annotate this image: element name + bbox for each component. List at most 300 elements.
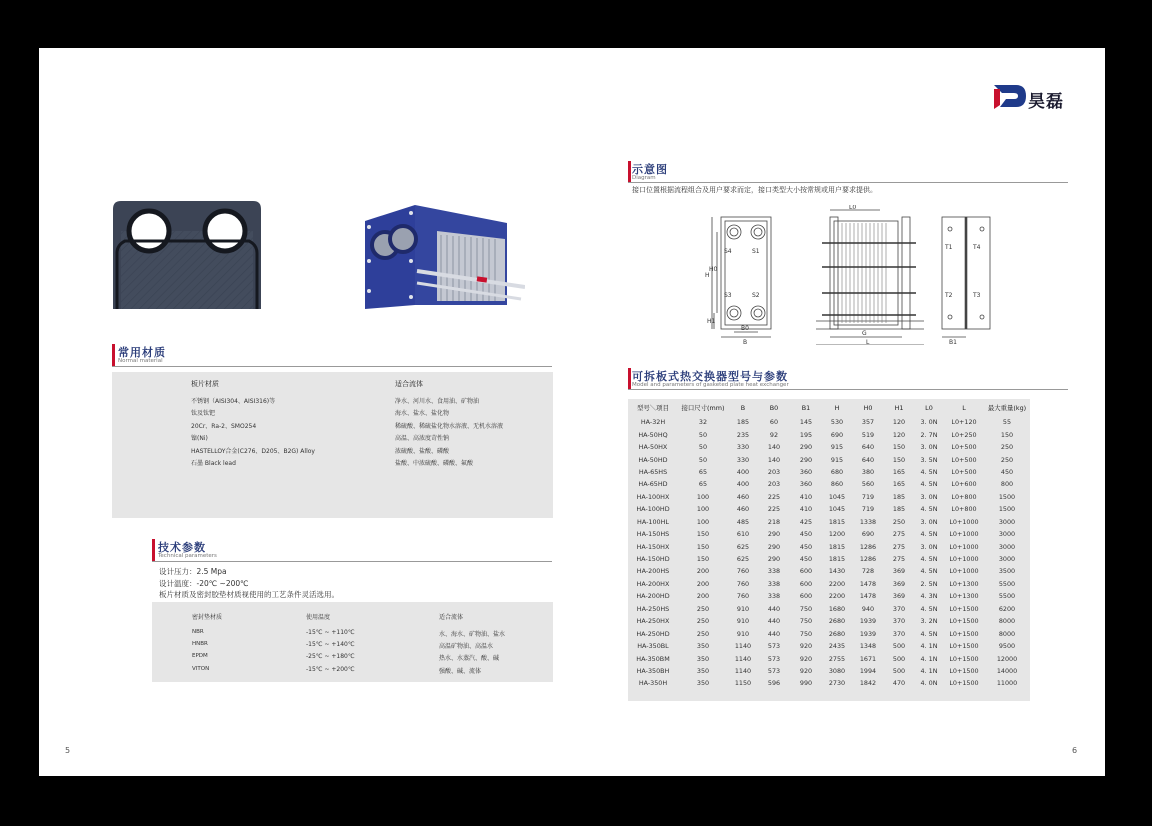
model-cell: 200: [696, 567, 710, 576]
model-cell: 250: [1000, 443, 1014, 452]
gasket-header: 使用温度: [306, 614, 331, 621]
model-cell: 596: [767, 679, 781, 688]
diag-label: S1: [752, 248, 760, 255]
material-fluid-cell: 高温、高浓度苛性钠: [395, 435, 450, 443]
tech-lines: [159, 566, 339, 601]
model-cell: 3000: [998, 517, 1016, 526]
model-cell: 1478: [859, 579, 877, 588]
model-cell: 3. 0N: [920, 418, 938, 427]
model-cell: 1286: [859, 542, 877, 551]
model-cell: 1815: [828, 517, 846, 526]
diag-label: H1: [707, 318, 716, 325]
model-header-cell: H: [834, 403, 840, 412]
table-row: [628, 565, 1030, 577]
model-cell: 728: [861, 567, 875, 576]
model-cell: 990: [799, 679, 813, 688]
model-cell: 290: [767, 530, 781, 539]
model-cell: 460: [736, 492, 750, 501]
model-header-cell: B: [740, 403, 746, 412]
model-cell: 940: [861, 604, 875, 613]
model-cell: HA-150HX: [636, 542, 670, 551]
model-cell: L0+1000: [949, 542, 979, 551]
diag-label: H0: [709, 266, 718, 273]
model-cell: 290: [767, 542, 781, 551]
logo-mark-icon: [992, 81, 1028, 111]
model-cell: 485: [736, 517, 750, 526]
model-cell: HA-150HS: [636, 530, 670, 539]
model-cell: 369: [892, 592, 906, 601]
model-cell: 275: [892, 542, 906, 551]
table-row: [628, 416, 1030, 428]
gasket-cell: 热水、水蒸汽、酸、碱: [439, 655, 500, 663]
diag-label: L0: [849, 205, 857, 211]
models-table-box: [628, 399, 1030, 701]
tech-line: 板片材质及密封胶垫材质视使用的工艺条件灵活选用。: [159, 590, 339, 599]
model-cell: 8000: [998, 629, 1016, 638]
model-cell: 4. 3N: [920, 592, 938, 601]
model-cell: HA-250HX: [636, 617, 670, 626]
model-cell: 290: [799, 443, 813, 452]
model-cell: 860: [830, 480, 844, 489]
table-row: [628, 441, 1030, 453]
model-cell: L0+1300: [949, 579, 979, 588]
model-cell: 3. 0N: [920, 542, 938, 551]
model-cell: L0+250: [951, 430, 977, 439]
model-cell: 450: [799, 555, 813, 564]
model-header-cell: B1: [801, 403, 811, 412]
model-cell: 573: [767, 666, 781, 675]
model-header-cell: 接口尺寸(mm): [681, 404, 725, 412]
model-header-cell: H0: [863, 403, 873, 412]
model-cell: L0+1500: [949, 604, 979, 613]
material-plate-cell: 钛及钛钯: [191, 410, 216, 418]
model-cell: 250: [1000, 455, 1014, 464]
model-cell: 920: [799, 642, 813, 651]
model-cell: 1348: [859, 642, 877, 651]
model-cell: L0+1500: [949, 642, 979, 651]
material-fluid-cell: 净水、河川水、食用油、矿物油: [395, 398, 480, 405]
table-row: [628, 466, 1030, 478]
model-cell: 250: [696, 629, 710, 638]
model-cell: L0+1500: [949, 679, 979, 688]
model-cell: HA-200HS: [636, 567, 670, 576]
technical-drawing: [704, 205, 1004, 345]
material-fluid-cell: 浓硫酸、盐酸、磷酸: [395, 447, 450, 455]
diagram-accent-bar: [628, 161, 631, 182]
diag-label: B1: [949, 339, 957, 345]
model-cell: 370: [892, 629, 906, 638]
diag-label: T2: [945, 292, 953, 299]
model-cell: 165: [892, 480, 906, 489]
model-cell: 338: [767, 592, 781, 601]
model-cell: 360: [799, 467, 813, 476]
model-cell: 165: [892, 467, 906, 476]
model-cell: 440: [767, 604, 781, 613]
model-cell: 450: [799, 542, 813, 551]
material-plate-cell: 20Cr、Ra-2、SMO254: [191, 422, 257, 430]
model-cell: 12000: [996, 654, 1018, 663]
model-cell: 910: [736, 629, 750, 638]
model-cell: 4. 1N: [920, 642, 938, 651]
model-cell: 610: [736, 530, 750, 539]
model-cell: 915: [830, 443, 844, 452]
gasket-cell: -25℃ ~ +180℃: [306, 653, 355, 661]
model-cell: 760: [736, 579, 750, 588]
diagram-title: 示意图: [632, 163, 668, 176]
model-cell: 65: [698, 467, 708, 476]
model-cell: 380: [861, 467, 875, 476]
table-row: [628, 665, 1030, 677]
model-cell: 150: [1000, 430, 1014, 439]
model-cell: HA-100HD: [636, 505, 670, 514]
model-cell: 920: [799, 654, 813, 663]
model-cell: 3500: [998, 567, 1016, 576]
model-cell: 440: [767, 629, 781, 638]
model-cell: 1680: [828, 604, 846, 613]
materials-subtitle: Normal material: [118, 358, 163, 364]
model-cell: 573: [767, 642, 781, 651]
model-cell: 4. 1N: [920, 654, 938, 663]
model-cell: 640: [861, 455, 875, 464]
model-cell: 4. 0N: [920, 679, 938, 688]
model-cell: 4. 5N: [920, 480, 938, 489]
models-table: [628, 399, 1030, 690]
model-header-cell: H1: [894, 403, 904, 412]
model-cell: 425: [799, 517, 813, 526]
tech-line: 设计压力：2.5 Mpa: [159, 567, 227, 576]
gasket-table: [152, 602, 553, 682]
model-cell: 150: [696, 555, 710, 564]
model-cell: 600: [799, 579, 813, 588]
model-cell: HA-350BH: [636, 666, 670, 675]
model-cell: 1338: [859, 517, 877, 526]
model-cell: HA-50HQ: [638, 430, 668, 439]
diag-label: B: [743, 339, 748, 345]
model-cell: 65: [698, 480, 708, 489]
model-cell: 1815: [828, 542, 846, 551]
model-cell: 3. 2N: [920, 617, 938, 626]
model-cell: L0+1500: [949, 666, 979, 675]
model-cell: 910: [736, 617, 750, 626]
model-cell: 150: [696, 542, 710, 551]
model-cell: 920: [799, 666, 813, 675]
model-cell: HA-250HS: [636, 604, 670, 613]
models-subtitle: Model and parameters of gasketed plate heat exchanger: [632, 382, 789, 388]
model-cell: 470: [892, 679, 906, 688]
model-cell: L0+800: [951, 505, 977, 514]
model-cell: 4. 5N: [920, 530, 938, 539]
material-fluid-cell: 稀硫酸、稀硫盐化物水溶液、无机水溶液: [395, 422, 504, 430]
model-cell: L0+1000: [949, 567, 979, 576]
models-divider: [628, 389, 1068, 390]
model-cell: 225: [767, 492, 781, 501]
material-fluid-cell: 海水、盐水、盐化物: [395, 410, 450, 418]
model-cell: 92: [769, 430, 779, 439]
diag-label: T4: [973, 244, 981, 251]
model-cell: 625: [736, 542, 750, 551]
model-cell: 1842: [859, 679, 877, 688]
table-row: [628, 453, 1030, 465]
model-cell: 3000: [998, 555, 1016, 564]
page-number-right: 6: [1072, 746, 1078, 755]
table-row: [628, 652, 1030, 664]
diag-label: T3: [973, 292, 981, 299]
table-row: [628, 540, 1030, 552]
model-cell: L0+1500: [949, 617, 979, 626]
gasket-cell: -15℃ ~ +200℃: [306, 665, 355, 673]
model-cell: 200: [696, 592, 710, 601]
model-cell: 50: [698, 455, 708, 464]
model-cell: 330: [736, 455, 750, 464]
gasket-cell: EPDM: [192, 653, 208, 660]
model-cell: 4. 5N: [920, 604, 938, 613]
model-cell: 150: [892, 455, 906, 464]
model-cell: 145: [799, 418, 813, 427]
material-fluid-cell: 盐酸、中浓硫酸、磷酸、氟酸: [395, 460, 474, 467]
materials-col2-header: 适合流体: [395, 380, 423, 388]
model-cell: 360: [799, 480, 813, 489]
model-cell: HA-50HX: [638, 443, 668, 452]
model-cell: 370: [892, 604, 906, 613]
model-cell: 530: [830, 418, 844, 427]
model-cell: HA-100HX: [636, 492, 670, 501]
model-cell: 369: [892, 579, 906, 588]
model-cell: L0+1000: [949, 555, 979, 564]
model-cell: 290: [767, 555, 781, 564]
table-row: [628, 603, 1030, 615]
model-cell: 1430: [828, 567, 846, 576]
model-cell: 330: [736, 443, 750, 452]
model-cell: 1045: [828, 492, 846, 501]
table-row: [628, 578, 1030, 590]
model-cell: 4. 5N: [920, 629, 938, 638]
model-cell: 100: [696, 517, 710, 526]
model-cell: 55: [1002, 418, 1012, 427]
model-cell: 600: [799, 567, 813, 576]
tech-title: 技术参数: [158, 541, 206, 554]
model-header-cell: L: [962, 403, 966, 412]
model-cell: L0+500: [951, 455, 977, 464]
model-cell: L0+1000: [949, 530, 979, 539]
model-cell: 573: [767, 654, 781, 663]
model-cell: 50: [698, 443, 708, 452]
brochure-spread: [39, 48, 1105, 776]
model-cell: 250: [892, 517, 906, 526]
model-cell: HA-100HL: [637, 517, 669, 526]
model-header-cell: L0: [925, 403, 933, 412]
model-cell: L0+1500: [949, 654, 979, 663]
model-cell: HA-150HD: [636, 555, 670, 564]
model-cell: 1140: [734, 642, 752, 651]
model-cell: 1939: [859, 629, 877, 638]
model-cell: 460: [736, 505, 750, 514]
diag-label: T1: [945, 244, 953, 251]
model-cell: 120: [892, 430, 906, 439]
model-cell: HA-250HD: [636, 629, 670, 638]
model-cell: 915: [830, 455, 844, 464]
model-cell: 800: [1000, 480, 1014, 489]
model-cell: 690: [830, 430, 844, 439]
model-cell: 6200: [998, 604, 1016, 613]
model-cell: L0+1300: [949, 592, 979, 601]
model-cell: 2435: [828, 642, 846, 651]
model-cell: 150: [892, 443, 906, 452]
tech-line: 设计温度：-20℃ ~200℃: [159, 578, 249, 588]
model-cell: 4. 1N: [920, 666, 938, 675]
table-row: [628, 478, 1030, 490]
model-cell: HA-200HX: [636, 579, 670, 588]
model-cell: 2680: [828, 629, 846, 638]
gasket-cell: -15℃ ~ +140℃: [306, 641, 355, 649]
model-cell: 218: [767, 517, 781, 526]
gasket-cell: -15℃ ~ +110℃: [306, 629, 355, 636]
gasket-cell: 高温矿物油、高温水: [439, 643, 494, 651]
model-cell: 1140: [734, 654, 752, 663]
model-cell: 719: [861, 492, 875, 501]
model-cell: 2. 5N: [920, 579, 938, 588]
diag-label: S2: [752, 292, 760, 299]
model-cell: 100: [696, 505, 710, 514]
diag-label: S3: [724, 292, 732, 299]
model-cell: HA-350H: [638, 679, 668, 688]
model-cell: 3080: [828, 666, 846, 675]
model-cell: 5500: [998, 579, 1016, 588]
model-cell: 357: [861, 418, 875, 427]
table-row: [628, 491, 1030, 503]
model-cell: 400: [736, 480, 750, 489]
diag-label: L: [866, 339, 870, 345]
model-cell: 640: [861, 443, 875, 452]
model-cell: 1478: [859, 592, 877, 601]
model-cell: 50: [698, 430, 708, 439]
diagram-divider: [628, 182, 1068, 183]
model-cell: HA-65HS: [638, 467, 668, 476]
model-header-cell: 型号＼项目: [637, 404, 669, 412]
material-plate-cell: 石墨 Black lead: [191, 460, 236, 467]
model-cell: 750: [799, 617, 813, 626]
model-cell: 32: [698, 418, 708, 427]
model-cell: L0+600: [951, 480, 977, 489]
model-cell: 350: [696, 666, 710, 675]
model-cell: 185: [736, 418, 750, 427]
materials-accent-bar: [112, 344, 115, 366]
materials-title: 常用材质: [118, 346, 166, 359]
model-cell: 140: [767, 455, 781, 464]
diagram-subtitle: Diagram: [632, 175, 656, 181]
materials-table: [112, 372, 553, 518]
model-cell: 2200: [828, 592, 846, 601]
model-cell: 4. 5N: [920, 467, 938, 476]
table-row: [628, 590, 1030, 602]
model-cell: L0+1000: [949, 517, 979, 526]
tech-subtitle: Technical parameters: [158, 553, 217, 559]
model-cell: 750: [799, 629, 813, 638]
model-cell: 1150: [734, 679, 752, 688]
model-cell: 600: [799, 592, 813, 601]
model-cell: 910: [736, 604, 750, 613]
model-cell: 3000: [998, 530, 1016, 539]
gasket-cell: NBR: [192, 629, 204, 635]
gasket-cell: VITON: [192, 665, 210, 672]
materials-col1-header: 板片材质: [191, 380, 219, 388]
brand-name: 昊磊: [1028, 92, 1064, 112]
model-cell: 250: [696, 617, 710, 626]
model-cell: HA-350BM: [636, 654, 670, 663]
model-cell: 500: [892, 666, 906, 675]
table-row: [628, 428, 1030, 440]
model-cell: 8000: [998, 617, 1016, 626]
model-cell: 14000: [996, 666, 1018, 675]
heat-exchanger-image: [357, 201, 525, 309]
model-cell: 500: [892, 654, 906, 663]
model-cell: 750: [799, 604, 813, 613]
table-row: [628, 615, 1030, 627]
table-row: [628, 516, 1030, 528]
table-row: [628, 503, 1030, 515]
gasket-plate-image: [111, 201, 263, 309]
model-cell: 338: [767, 567, 781, 576]
table-row: [628, 627, 1030, 639]
model-cell: 680: [830, 467, 844, 476]
model-cell: 1045: [828, 505, 846, 514]
model-cell: 100: [696, 492, 710, 501]
model-cell: 370: [892, 617, 906, 626]
model-cell: 3. 5N: [920, 455, 938, 464]
model-cell: 1200: [828, 530, 846, 539]
model-cell: 3000: [998, 542, 1016, 551]
model-cell: HA-65HD: [638, 480, 668, 489]
model-cell: HA-32H: [640, 418, 666, 427]
model-cell: 440: [767, 617, 781, 626]
model-cell: HA-200HD: [636, 592, 670, 601]
model-cell: 450: [1000, 467, 1014, 476]
model-cell: 120: [892, 418, 906, 427]
gasket-cell: HNBR: [192, 641, 208, 648]
model-cell: 560: [861, 480, 875, 489]
model-cell: 625: [736, 555, 750, 564]
model-cell: L0+120: [951, 418, 977, 427]
model-cell: 719: [861, 505, 875, 514]
model-cell: 1140: [734, 666, 752, 675]
model-cell: 1500: [998, 492, 1016, 501]
model-cell: 350: [696, 654, 710, 663]
model-cell: 4. 5N: [920, 505, 938, 514]
model-cell: 519: [861, 430, 875, 439]
model-cell: 11000: [996, 679, 1018, 688]
table-row: [628, 640, 1030, 652]
diagram-description: 接口位置根据流程组合及用户要求而定，接口类型大小按常规或用户要求提供。: [632, 186, 877, 194]
model-cell: 2730: [828, 679, 846, 688]
diag-label: H: [705, 272, 710, 279]
model-cell: 500: [892, 642, 906, 651]
gasket-header: 适合流体: [439, 614, 464, 621]
model-cell: 235: [736, 430, 750, 439]
diag-label: B0: [741, 325, 749, 332]
brand-logo: [992, 81, 1072, 113]
tech-accent-bar: [152, 539, 155, 561]
model-cell: 1286: [859, 555, 877, 564]
model-cell: L0+500: [951, 467, 977, 476]
model-cell: 2680: [828, 617, 846, 626]
model-cell: 338: [767, 579, 781, 588]
model-cell: 2755: [828, 654, 846, 663]
model-cell: 369: [892, 567, 906, 576]
material-plate-cell: 镍(Ni): [191, 435, 208, 443]
model-cell: 275: [892, 530, 906, 539]
model-cell: 3. 0N: [920, 492, 938, 501]
model-cell: 1500: [998, 505, 1016, 514]
diag-label: S4: [724, 248, 732, 255]
